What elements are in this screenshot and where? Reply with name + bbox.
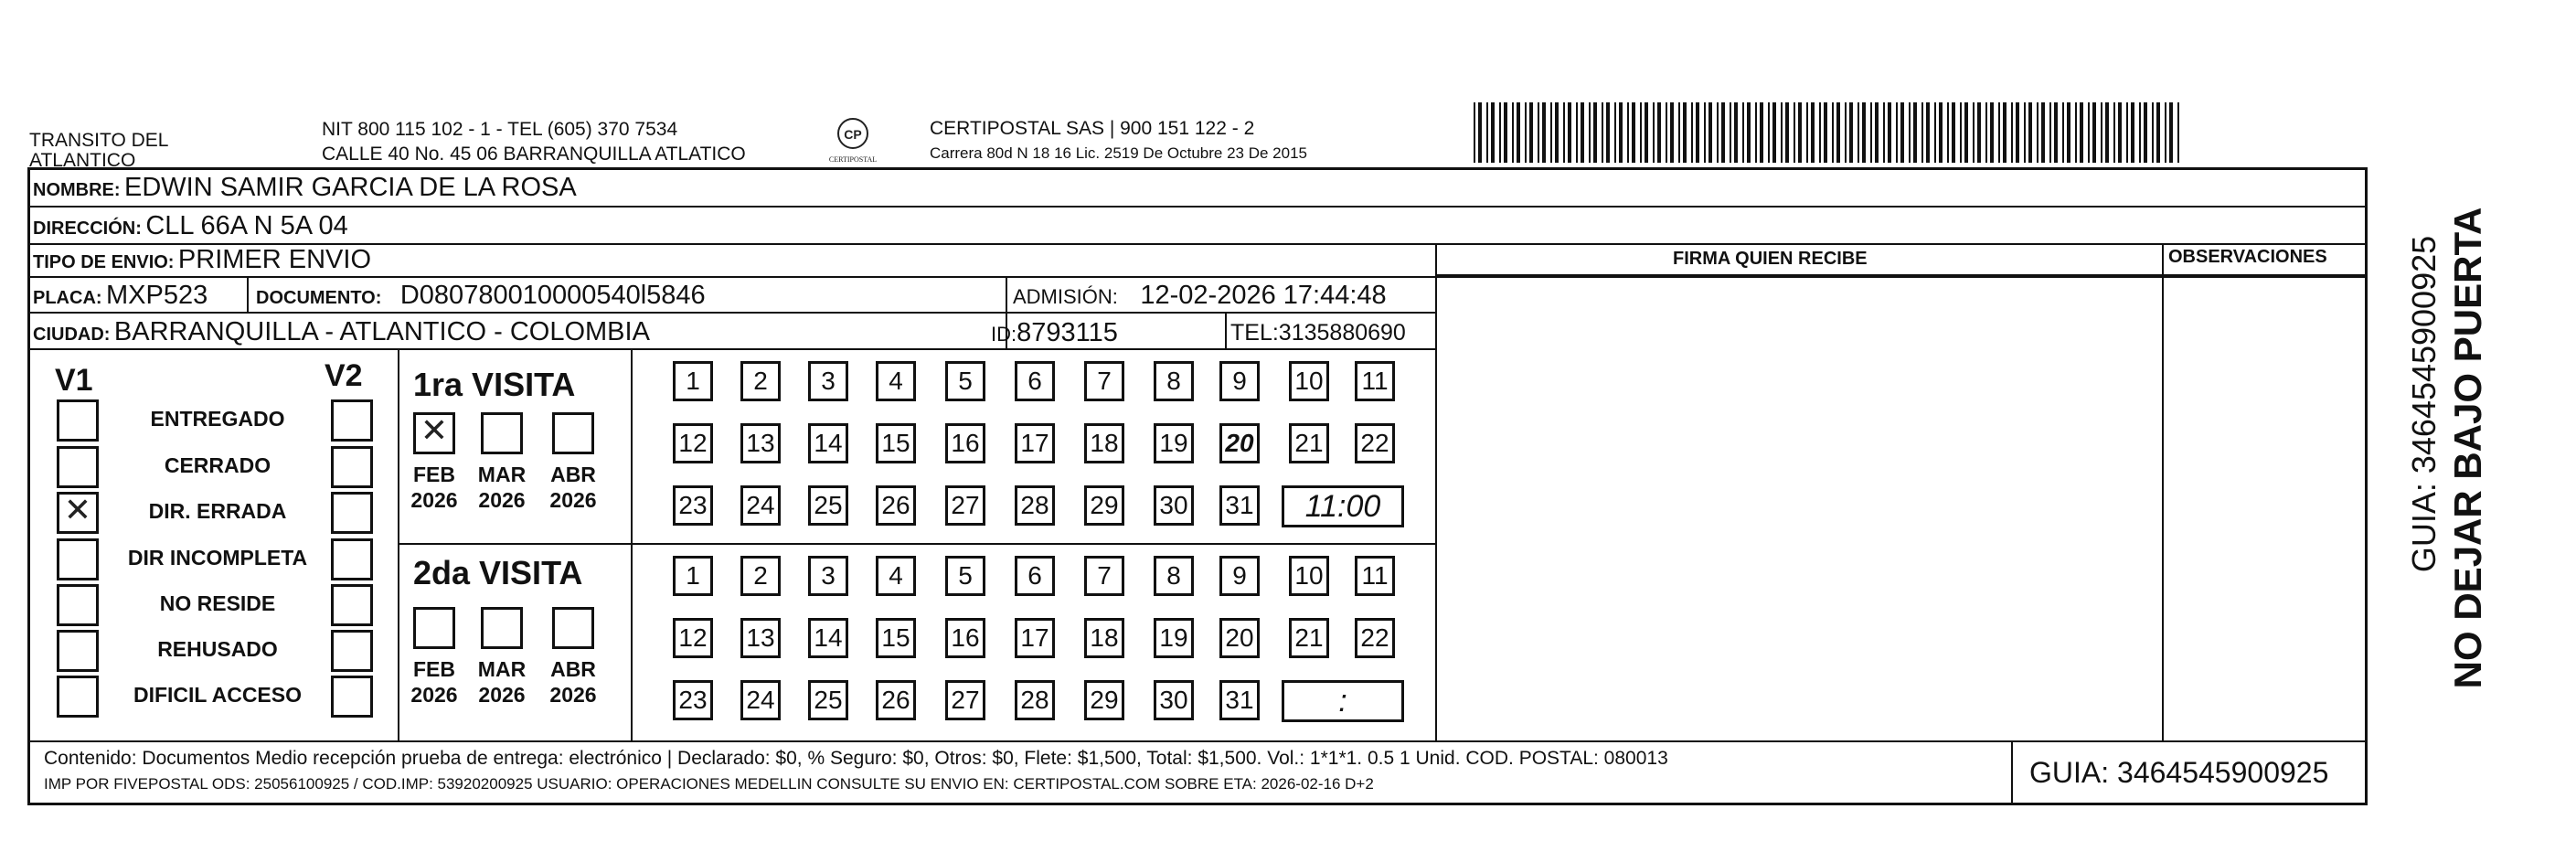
second-visit-month-name: FEB	[413, 657, 455, 681]
first-visit-day-box[interactable]: 7	[1084, 361, 1124, 401]
barcode-bar	[2126, 102, 2128, 163]
ciudad-label: CIUDAD:	[33, 325, 111, 345]
first-visit-day-box[interactable]: 22	[1355, 423, 1395, 463]
barcode-bar	[2092, 102, 2096, 163]
contenido-line: Contenido: Documentos Medio recepción prueba de entrega: electrónico | Declarado: $0, % Seguro: $0, Otros: $0, Flete: $1,500, Total: $1,500. Vol.: 1*1*1. 0.5 1 Unid. COD. POSTAL: 080013	[44, 748, 1668, 769]
second-visit-day-box[interactable]: 2	[740, 556, 781, 596]
direccion-field	[33, 211, 348, 241]
first-visit-day-box[interactable]: 1	[673, 361, 713, 401]
rule	[247, 276, 249, 313]
documento-label: DOCUMENTO:	[256, 288, 382, 308]
barcode-bar	[2075, 102, 2077, 163]
first-visit-title: 1ra VISITA	[413, 366, 576, 403]
first-visit-day-box[interactable]: 20	[1219, 423, 1260, 463]
barcode-bar	[2177, 102, 2179, 163]
sender-name-line2: ATLANTICO	[29, 150, 136, 171]
license-line: Carrera 80d N 18 16 Lic. 2519 De Octubre 23 De 2015	[930, 144, 1307, 162]
barcode-bar	[1926, 102, 1930, 163]
second-visit-month-name: ABR	[550, 657, 596, 681]
imp-line: IMP POR FIVEPOSTAL ODS: 25056100925 / COD.IMP: 53920200925 USUARIO: OPERACIONES MEDELLIN CONSULTE SU ENVIO EN: CERTIPOSTAL.COM SOBRE ETA: 2026-02-16 D+2	[44, 775, 1374, 793]
first-visit-time-box[interactable]: 11:00	[1282, 485, 1404, 527]
first-visit-month-year: 2026	[549, 488, 597, 512]
rule	[27, 243, 2368, 245]
first-visit-day-box[interactable]: 3	[808, 361, 848, 401]
barcode-bar	[1589, 102, 1591, 163]
second-visit-title: 2da VISITA	[413, 554, 583, 591]
sender-address: CALLE 40 No. 45 06 BARRANQUILLA ATLATICO	[322, 144, 746, 165]
barcode-bar	[1939, 102, 1943, 163]
second-visit-day-box[interactable]: 1	[673, 556, 713, 596]
barcode-bar	[1555, 102, 1559, 163]
barcode-bar	[2016, 102, 2019, 163]
second-visit-day-box[interactable]: 7	[1084, 556, 1124, 596]
barcode-bar	[1896, 102, 1898, 163]
v1-checkbox[interactable]	[57, 630, 99, 672]
first-visit-day-box[interactable]: 31	[1219, 485, 1260, 526]
admision-field	[1013, 281, 1387, 311]
ciudad-value: BARRANQUILLA - ATLANTICO - COLOMBIA	[113, 317, 650, 346]
barcode-bar	[1730, 102, 1731, 163]
barcode-bar	[1704, 102, 1706, 163]
barcode-bar	[2156, 102, 2160, 163]
second-visit-month-year: 2026	[478, 683, 526, 707]
first-visit-day-box[interactable]: 9	[1219, 361, 1260, 401]
barcode-bar	[1542, 102, 1546, 163]
second-visit-day-box[interactable]: 20	[1219, 618, 1260, 658]
barcode-bar	[1998, 102, 2000, 163]
second-visit-day-box[interactable]: 19	[1154, 618, 1194, 658]
status-option-label: DIFICIL ACCESO	[133, 683, 302, 707]
barcode-bar	[1517, 102, 1520, 163]
first-visit-day-box[interactable]: 5	[945, 361, 985, 401]
id-value: 8793115	[1017, 318, 1118, 347]
v1-checkbox[interactable]	[57, 584, 99, 626]
first-visit-day-box[interactable]: 18	[1084, 423, 1124, 463]
first-visit-month-checkbox[interactable]: ✕	[413, 412, 455, 454]
barcode-bar	[2139, 102, 2141, 163]
barcode-bar	[1934, 102, 1936, 163]
barcode-bar	[1913, 102, 1917, 163]
barcode-bar	[1811, 102, 1815, 163]
barcode-bar	[2024, 102, 2026, 163]
svg-text:CERTIPOSTAL: CERTIPOSTAL	[828, 155, 878, 164]
barcode-bar	[1627, 102, 1629, 163]
barcode	[1474, 102, 2187, 163]
barcode-bar	[1900, 102, 1904, 163]
barcode-bar	[1781, 102, 1783, 163]
barcode-bar	[1478, 102, 1482, 163]
nombre-field	[33, 173, 577, 203]
second-visit-day-box[interactable]: 18	[1084, 618, 1124, 658]
barcode-bar	[2003, 102, 2007, 163]
barcode-bar	[1819, 102, 1821, 163]
barcode-bar	[1760, 102, 1763, 163]
rule	[27, 206, 2368, 208]
first-visit-day-box[interactable]: 19	[1154, 423, 1194, 463]
barcode-bar	[2144, 102, 2147, 163]
second-visit-day-box[interactable]: 12	[673, 618, 713, 658]
barcode-bar	[2041, 102, 2045, 163]
status-option-label: DIR INCOMPLETA	[127, 546, 308, 570]
barcode-bar	[1857, 102, 1859, 163]
barcode-bar	[2118, 102, 2122, 163]
second-visit-day-box[interactable]: 11	[1355, 556, 1395, 596]
first-visit-day-box[interactable]: 12	[673, 423, 713, 463]
second-visit-month-checkbox[interactable]	[552, 607, 594, 649]
second-visit-month-year: 2026	[549, 683, 597, 707]
barcode-bar	[2165, 102, 2166, 163]
first-visit-day-box[interactable]: 17	[1015, 423, 1055, 463]
barcode-bar	[1504, 102, 1507, 163]
second-visit-month-checkbox[interactable]	[413, 607, 455, 649]
first-visit-month-name: ABR	[550, 463, 596, 486]
status-option-label: NO RESIDE	[159, 591, 276, 615]
nombre-value: EDWIN SAMIR GARCIA DE LA ROSA	[124, 173, 577, 202]
barcode-bar	[1806, 102, 1808, 163]
tel-value: 3135880690	[1278, 320, 1406, 346]
barcode-bar	[2131, 102, 2134, 163]
admision-value: 12-02-2026 17:44:48	[1140, 281, 1387, 310]
barcode-bar	[2054, 102, 2058, 163]
status-option-label: DIR. ERRADA	[148, 499, 287, 523]
id-field	[991, 318, 1118, 348]
barcode-bar	[2062, 102, 2064, 163]
documento-field	[256, 281, 706, 311]
observaciones-header-text: OBSERVACIONES	[2168, 247, 2327, 267]
barcode-bar	[1721, 102, 1725, 163]
barcode-bar	[1529, 102, 1533, 163]
barcode-bar	[1875, 102, 1879, 163]
first-visit-month-checkbox[interactable]	[481, 412, 523, 454]
rule	[2011, 740, 2013, 805]
second-visit-day-box[interactable]: 6	[1015, 556, 1055, 596]
first-visit-month-name: MAR	[477, 463, 527, 486]
barcode-bar	[1614, 102, 1616, 163]
barcode-bar	[1602, 102, 1603, 163]
barcode-bar	[1538, 102, 1539, 163]
second-visit-day-box[interactable]: 4	[876, 556, 916, 596]
rule	[1435, 274, 2368, 276]
second-visit-day-box[interactable]: 17	[1015, 618, 1055, 658]
barcode-bar	[1883, 102, 1885, 163]
first-visit-day-box[interactable]: 25	[808, 485, 848, 526]
placa-label: PLACA:	[33, 288, 102, 308]
v2-checkbox[interactable]	[331, 630, 373, 672]
second-visit-month-year: 2026	[410, 683, 458, 707]
barcode-bar	[2105, 102, 2109, 163]
rule	[1435, 243, 1437, 740]
first-visit-day-box[interactable]: 28	[1015, 485, 1055, 526]
v1-checkbox[interactable]	[57, 538, 99, 580]
barcode-bar	[1619, 102, 1623, 163]
first-visit-month-year: 2026	[478, 488, 526, 512]
v2-header: V2	[325, 358, 363, 393]
first-visit-day-box[interactable]: 26	[876, 485, 916, 526]
second-visit-day-box[interactable]: 27	[945, 680, 985, 720]
second-visit-day-box[interactable]: 14	[808, 618, 848, 658]
tipo-envio-label: TIPO DE ENVIO:	[33, 252, 175, 272]
rule	[27, 740, 2368, 742]
barcode-bar	[2080, 102, 2083, 163]
barcode-bar	[1645, 102, 1648, 163]
tel-label: TEL:	[1230, 320, 1279, 346]
sender-nit: NIT 800 115 102 - 1 - TEL (605) 370 7534	[322, 119, 678, 140]
barcode-bar	[2011, 102, 2013, 163]
second-visit-day-box[interactable]: 24	[740, 680, 781, 720]
barcode-bar	[1708, 102, 1712, 163]
second-visit-day-box[interactable]: 10	[1289, 556, 1329, 596]
second-visit-day-box[interactable]: 22	[1355, 618, 1395, 658]
direccion-value: CLL 66A N 5A 04	[145, 211, 348, 240]
barcode-bar	[2101, 102, 2102, 163]
barcode-bar	[1794, 102, 1795, 163]
barcode-bar	[1990, 102, 1994, 163]
barcode-bar	[1691, 102, 1693, 163]
second-visit-day-box[interactable]: 21	[1289, 618, 1329, 658]
first-visit-day-box[interactable]: 16	[945, 423, 985, 463]
barcode-bar	[1525, 102, 1527, 163]
barcode-bar	[1985, 102, 1987, 163]
direccion-label: DIRECCIÓN:	[33, 218, 142, 239]
barcode-bar	[1657, 102, 1661, 163]
barcode-bar	[2037, 102, 2038, 163]
firma-header	[1673, 249, 1868, 270]
sender-name-line1: TRANSITO DEL	[29, 130, 169, 151]
barcode-bar	[1653, 102, 1655, 163]
barcode-bar	[1550, 102, 1552, 163]
nombre-label: NOMBRE:	[33, 180, 121, 200]
first-visit-day-box[interactable]: 27	[945, 485, 985, 526]
barcode-bar	[1772, 102, 1776, 163]
first-visit-day-box[interactable]: 11	[1355, 361, 1395, 401]
barcode-bar	[1952, 102, 1955, 163]
barcode-bar	[1593, 102, 1597, 163]
barcode-bar	[1499, 102, 1501, 163]
barcode-bar	[1836, 102, 1840, 163]
barcode-bar	[1474, 102, 1475, 163]
barcode-bar	[1683, 102, 1687, 163]
svg-text:CP: CP	[844, 127, 862, 142]
barcode-bar	[1747, 102, 1751, 163]
barcode-bar	[1870, 102, 1872, 163]
side-guia: GUIA: 3464545900925	[2405, 235, 2443, 573]
second-visit-day-box[interactable]: 29	[1084, 680, 1124, 720]
barcode-bar	[1581, 102, 1584, 163]
barcode-bar	[1576, 102, 1578, 163]
first-visit-month-year: 2026	[410, 488, 458, 512]
company-line: CERTIPOSTAL SAS | 900 151 122 - 2	[930, 118, 1255, 139]
v1-checkbox[interactable]	[57, 399, 99, 442]
barcode-bar	[1973, 102, 1975, 163]
v2-checkbox[interactable]	[331, 446, 373, 488]
barcode-bar	[2067, 102, 2070, 163]
barcode-bar	[1755, 102, 1757, 163]
rule	[27, 348, 1435, 350]
documento-value: D080780010000540l5846	[399, 281, 706, 310]
barcode-bar	[1696, 102, 1699, 163]
barcode-bar	[1862, 102, 1866, 163]
barcode-bar	[1486, 102, 1488, 163]
status-option-label: ENTREGADO	[150, 407, 285, 431]
tel-field	[1230, 320, 1406, 346]
barcode-bar	[1977, 102, 1981, 163]
v2-checkbox[interactable]	[331, 492, 373, 534]
second-visit-day-box[interactable]: 8	[1154, 556, 1194, 596]
status-option-label: REHUSADO	[157, 637, 278, 661]
barcode-bar	[1491, 102, 1495, 163]
first-visit-day-box[interactable]: 2	[740, 361, 781, 401]
rule	[398, 543, 1435, 545]
barcode-bar	[1964, 102, 1968, 163]
barcode-bar	[1798, 102, 1802, 163]
status-option-label: CERRADO	[164, 453, 271, 477]
second-visit-day-box[interactable]: 28	[1015, 680, 1055, 720]
barcode-bar	[1717, 102, 1719, 163]
barcode-bar	[1670, 102, 1674, 163]
barcode-bar	[1512, 102, 1514, 163]
v2-checkbox[interactable]	[331, 399, 373, 442]
rule	[2162, 243, 2164, 740]
first-visit-day-box[interactable]: 4	[876, 361, 916, 401]
barcode-bar	[1678, 102, 1680, 163]
first-visit-month-name: FEB	[413, 463, 455, 486]
certipostal-logo	[816, 112, 889, 168]
placa-field	[33, 281, 208, 311]
rule	[1225, 312, 1227, 348]
first-visit-month-checkbox[interactable]	[552, 412, 594, 454]
tipo-envio-value: PRIMER ENVIO	[177, 245, 372, 274]
no-dejar-bajo-puerta: NO DEJAR BAJO PUERTA	[2446, 207, 2489, 689]
v2-checkbox[interactable]	[331, 538, 373, 580]
first-visit-day-box[interactable]: 10	[1289, 361, 1329, 401]
second-visit-day-box[interactable]: 26	[876, 680, 916, 720]
second-visit-day-box[interactable]: 25	[808, 680, 848, 720]
barcode-bar	[1960, 102, 1962, 163]
first-visit-day-box[interactable]: 15	[876, 423, 916, 463]
guia-box: GUIA: 3464545900925	[2029, 756, 2329, 789]
barcode-bar	[1563, 102, 1565, 163]
barcode-bar	[1632, 102, 1635, 163]
barcode-bar	[2113, 102, 2115, 163]
v1-header: V1	[55, 363, 93, 398]
ciudad-field	[33, 317, 650, 347]
barcode-bar	[1768, 102, 1770, 163]
first-visit-day-box[interactable]: 29	[1084, 485, 1124, 526]
observaciones-header	[2168, 247, 2327, 268]
first-visit-day-box[interactable]: 13	[740, 423, 781, 463]
barcode-bar	[1921, 102, 1923, 163]
barcode-bar	[1832, 102, 1834, 163]
barcode-bar	[1824, 102, 1827, 163]
first-visit-day-box[interactable]: 21	[1289, 423, 1329, 463]
v1-checkbox[interactable]	[57, 676, 99, 718]
second-visit-time-box[interactable]: :	[1282, 680, 1404, 722]
rule	[27, 312, 1435, 314]
rule	[27, 276, 2368, 278]
first-visit-day-box[interactable]: 8	[1154, 361, 1194, 401]
second-visit-day-box[interactable]: 5	[945, 556, 985, 596]
first-visit-day-box[interactable]: 6	[1015, 361, 1055, 401]
barcode-bar	[1845, 102, 1847, 163]
second-visit-day-box[interactable]: 3	[808, 556, 848, 596]
barcode-bar	[2028, 102, 2032, 163]
v1-checkbox[interactable]	[57, 446, 99, 488]
barcode-bar	[2049, 102, 2051, 163]
second-visit-day-box[interactable]: 31	[1219, 680, 1260, 720]
placa-value: MXP523	[106, 281, 208, 310]
barcode-bar	[1568, 102, 1571, 163]
first-visit-day-box[interactable]: 30	[1154, 485, 1194, 526]
barcode-bar	[2088, 102, 2090, 163]
barcode-bar	[1734, 102, 1738, 163]
second-visit-day-box[interactable]: 9	[1219, 556, 1260, 596]
first-visit-day-box[interactable]: 23	[673, 485, 713, 526]
second-visit-day-box[interactable]: 16	[945, 618, 985, 658]
admision-label: ADMISIÓN:	[1013, 285, 1118, 308]
waybill-frame	[27, 167, 2368, 805]
first-visit-day-box[interactable]: 14	[808, 423, 848, 463]
barcode-bar	[1606, 102, 1610, 163]
v2-checkbox[interactable]	[331, 584, 373, 626]
second-visit-day-box[interactable]: 23	[673, 680, 713, 720]
barcode-bar	[1742, 102, 1744, 163]
barcode-bar	[1888, 102, 1891, 163]
barcode-bar	[2152, 102, 2154, 163]
barcode-bar	[1947, 102, 1949, 163]
tipo-envio-field	[33, 245, 371, 275]
v2-checkbox[interactable]	[331, 676, 373, 718]
second-visit-day-box[interactable]: 13	[740, 618, 781, 658]
barcode-bar	[1666, 102, 1667, 163]
barcode-bar	[2169, 102, 2173, 163]
barcode-bar	[1849, 102, 1853, 163]
first-visit-day-box[interactable]: 24	[740, 485, 781, 526]
second-visit-month-name: MAR	[477, 657, 527, 681]
second-visit-day-box[interactable]: 30	[1154, 680, 1194, 720]
firma-header-text: FIRMA QUIEN RECIBE	[1673, 249, 1868, 269]
id-label: ID:	[991, 323, 1017, 346]
second-visit-day-box[interactable]: 15	[876, 618, 916, 658]
barcode-bar	[1640, 102, 1642, 163]
barcode-bar	[1785, 102, 1789, 163]
v1-checkbox[interactable]: ✕	[57, 492, 99, 534]
second-visit-month-checkbox[interactable]	[481, 607, 523, 649]
barcode-bar	[1909, 102, 1911, 163]
